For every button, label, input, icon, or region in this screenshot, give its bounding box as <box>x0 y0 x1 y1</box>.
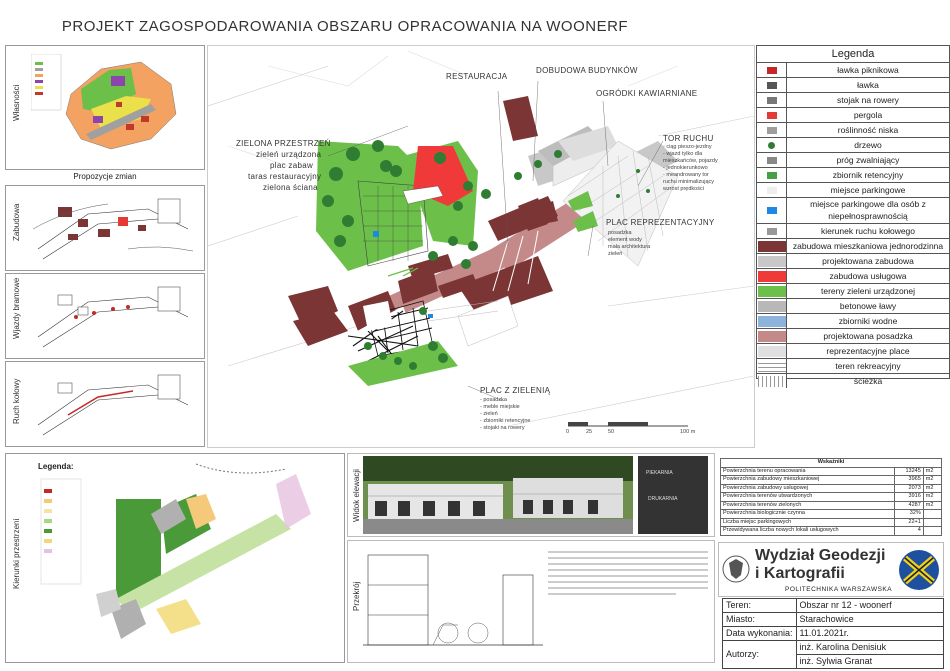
service-building-swatch-icon <box>757 269 787 283</box>
stats-value: 4 <box>894 527 923 536</box>
section-drawing <box>363 545 543 660</box>
disabled-parking-icon <box>757 198 787 223</box>
tor-item: - meandrowany tor <box>663 172 709 178</box>
stats-unit: m2 <box>923 493 941 502</box>
stats-value: 32% <box>894 510 923 519</box>
plac-rep-items <box>608 230 668 258</box>
bike-map <box>28 365 198 445</box>
storefront-photos <box>638 456 708 534</box>
legend-item <box>757 107 949 122</box>
legend-item-label: zabudowa usługowa <box>829 271 907 281</box>
stats-unit: m2 <box>923 484 941 493</box>
stats-value: 2073 <box>894 484 923 493</box>
plac-ziel-item: - zieleń <box>480 411 498 417</box>
legend-item <box>757 238 949 253</box>
traffic-map <box>28 277 198 357</box>
legend-item-label: reprezentacyjne place <box>826 346 910 356</box>
space-label: Kierunki przestrzeni <box>12 518 21 589</box>
legend-item <box>757 253 949 268</box>
stats-value: 3965 <box>894 476 923 485</box>
elevation-panel <box>347 453 715 537</box>
legend-item <box>757 223 949 238</box>
stats-row <box>721 510 942 519</box>
legend-item <box>757 77 949 92</box>
zielona-item: zieleń urządzona <box>256 150 322 159</box>
legend-item <box>757 283 949 298</box>
section-panel <box>347 540 715 663</box>
stats-row <box>721 484 942 493</box>
tree-icon <box>757 138 787 152</box>
stats-row <box>721 467 942 476</box>
stats-name: Powierzchnia zabudowy usługowej <box>721 484 895 493</box>
legend-item <box>757 167 949 182</box>
plac-rep-item: zieleń <box>608 251 623 257</box>
university-name: POLITECHNIKA WARSZAWSKA <box>785 586 893 593</box>
zielona-item: plac zabaw <box>270 161 314 170</box>
legend-item-label: miejsce parkingowe <box>830 185 906 195</box>
legend-item-label: roślinność niska <box>837 125 899 135</box>
legend-item <box>757 328 949 343</box>
plac-ziel-item: - zbiorniki retencyjne <box>480 418 531 424</box>
institution-line1: Wydział Geodezji <box>755 547 886 564</box>
scale-25: 25 <box>586 429 593 435</box>
paving-swatch-icon <box>757 329 787 343</box>
scale-100: 100 m <box>680 429 696 435</box>
data-value: 11.01.2021r. <box>796 627 943 641</box>
parking-icon <box>757 183 787 197</box>
legend-item <box>757 122 949 137</box>
legend-item <box>757 298 949 313</box>
concrete-bench-swatch-icon <box>757 299 787 313</box>
description-text <box>548 547 708 599</box>
legend-item-label: drzewo <box>854 140 882 150</box>
space-legend-title: Legenda: <box>38 462 74 471</box>
label-ogrodki: OGRÓDKI KAWIARNIANE <box>596 89 698 98</box>
main-site-plan <box>207 45 755 448</box>
legend-item-label: miejsce parkingowe dla osób z niepełnosprawnością <box>810 199 926 221</box>
scale-50: 50 <box>608 429 615 435</box>
stats-row <box>721 476 942 485</box>
stats-unit <box>923 510 941 519</box>
stats-unit: m2 <box>923 467 941 476</box>
projected-building-swatch-icon <box>757 254 787 268</box>
elevation-label: Widok elewacji <box>352 469 361 522</box>
label-dobudowa: DOBUDOWA BUDYNKÓW <box>536 66 638 75</box>
tor-item: - jednokierunkowo <box>663 165 708 171</box>
info-table <box>722 598 944 669</box>
legend-item-label: próg zwalniający <box>836 155 900 165</box>
bike-rack-icon <box>757 93 787 107</box>
stats-row <box>721 518 942 527</box>
autorzy-label: Autorzy: <box>723 641 797 669</box>
plac-ziel-item: - meble miejskie <box>480 404 520 410</box>
faculty-logo-icon <box>897 548 941 592</box>
plac-rep-item: mała architektura <box>608 244 651 250</box>
legend-item <box>757 92 949 107</box>
legend-item <box>757 373 949 388</box>
stats-name: Przewidywana liczba nowych lokali usługowych <box>721 527 895 536</box>
legend-item-label: zabudowa mieszkaniowa jednorodzinna <box>792 241 944 251</box>
stats-row <box>721 493 942 502</box>
tor-item: mieszkańców, pojazdy <box>663 158 718 164</box>
zielona-item: taras restauracyjny <box>248 172 322 181</box>
water-swatch-icon <box>757 314 787 328</box>
stats-name: Powierzchnia terenu opracowania <box>721 467 895 476</box>
legend-panel <box>756 45 950 386</box>
stats-value: 13245 <box>894 467 923 476</box>
speed-bump-icon <box>757 153 787 167</box>
stats-unit: m2 <box>923 501 941 510</box>
tor-item: wzrost prędkości <box>663 186 704 192</box>
bike-panel <box>5 361 205 447</box>
legend-item <box>757 197 949 223</box>
recreation-swatch-icon <box>757 359 787 373</box>
author-2: inż. Sylwia Granat <box>796 655 943 669</box>
stats-value: 3916 <box>894 493 923 502</box>
legend-item <box>757 62 949 77</box>
legend-item-label: projektowana posadzka <box>823 331 913 341</box>
picnic-bench-icon <box>757 63 787 77</box>
legend-item-label: zbiorniki wodne <box>838 316 898 326</box>
buildings-map <box>28 189 198 269</box>
stats-name: Powierzchnia terenów zielonych <box>721 501 895 510</box>
legend-item <box>757 343 949 358</box>
tor-item: - wjazd tylko dla <box>663 151 703 157</box>
plac-rep-item: posadzka <box>608 230 632 236</box>
legend-item <box>757 182 949 197</box>
eagle-emblem-icon <box>722 549 750 589</box>
plac-ziel-items <box>480 397 560 432</box>
ownership-panel <box>5 45 205 170</box>
bakery-sign: PIEKARNIA <box>646 470 673 476</box>
tor-item: ruchu minimalizujący <box>663 179 715 185</box>
label-plac-reprezentacyjny: PLAC REPREZENTACYJNY <box>606 218 715 227</box>
residential-swatch-icon <box>757 239 787 253</box>
legend-item-label: zbiornik retencyjny <box>832 170 904 180</box>
tor-ruchu-items <box>663 144 753 193</box>
legend-item <box>757 358 949 373</box>
legend-item-label: ścieżka <box>853 376 883 386</box>
traffic-direction-icon <box>757 224 787 238</box>
teren-label: Teren: <box>723 599 797 613</box>
label-tor-ruchu: TOR RUCHU <box>663 134 714 143</box>
stats-title: Wskaźniki <box>721 459 942 468</box>
legend-rows <box>757 62 949 388</box>
section-label: Przekrój <box>352 581 361 611</box>
miasto-value: Starachowice <box>796 613 943 627</box>
legend-item-label: ławka <box>857 80 879 90</box>
legend-item <box>757 268 949 283</box>
stats-name: Powierzchnia biologicznie czynna <box>721 510 895 519</box>
institution-block <box>718 542 944 597</box>
stats-table <box>720 458 942 536</box>
bench-icon <box>757 78 787 92</box>
label-restauracja: RESTAURACJA <box>446 72 508 81</box>
legend-item-label: teren rekreacyjny <box>835 361 901 371</box>
plac-rep-item: element wody <box>608 237 642 243</box>
pergola-icon <box>757 108 787 122</box>
ownership-map <box>31 54 191 164</box>
label-zielona-przestrzen: ZIELONA PRZESTRZEŃ <box>236 139 331 148</box>
legend-title: Legenda <box>831 48 875 60</box>
legend-item <box>757 313 949 328</box>
author-1: inż. Karolina Denisiuk <box>796 641 943 655</box>
stats-name: Liczba miejsc parkingowych <box>721 518 895 527</box>
print-shop-sign: DRUKARNIA <box>648 496 678 502</box>
stats-value: 4287 <box>894 501 923 510</box>
scale-0: 0 <box>566 429 570 435</box>
stats-value: 22+1 <box>894 518 923 527</box>
elevation-render <box>363 456 633 534</box>
space-map <box>36 459 336 659</box>
buildings-label: Zabudowa <box>12 203 21 241</box>
green-area-swatch-icon <box>757 284 787 298</box>
legend-item-label: betonowe ławy <box>839 301 897 311</box>
stats-name: Powierzchnia terenów utwardzonych <box>721 493 895 502</box>
page-title: PROJEKT ZAGOSPODAROWANIA OBSZARU OPRACOWANIA NA WOONERF <box>61 18 629 35</box>
plac-ziel-item: - posadzka <box>480 397 507 403</box>
zielona-item: zielona ściana <box>263 183 318 192</box>
buildings-panel <box>5 185 205 271</box>
traffic-label: Wjazdy bramowe <box>12 277 21 339</box>
space-panel <box>5 453 345 663</box>
path-swatch-icon <box>757 374 787 388</box>
bike-label: Ruch kołowy <box>12 378 21 424</box>
plaza-swatch-icon <box>757 344 787 358</box>
traffic-panel <box>5 273 205 359</box>
proposals-title: Propozycje zmian <box>73 172 137 181</box>
retention-tank-icon <box>757 168 787 182</box>
miasto-label: Miasto: <box>723 613 797 627</box>
legend-item-label: kierunek ruchu kołowego <box>820 226 916 236</box>
stats-name: Powierzchnia zabudowy mieszkaniowej <box>721 476 895 485</box>
legend-item-label: projektowana zabudowa <box>822 256 914 266</box>
stats-row <box>721 501 942 510</box>
tor-item: - ciąg pieszo-jezdny <box>663 144 712 150</box>
institution-line2: i Kartografii <box>755 565 845 582</box>
data-label: Data wykonania: <box>723 627 797 641</box>
stats-unit: m2 <box>923 476 941 485</box>
legend-item-label: ławka piknikowa <box>837 65 899 75</box>
label-plac-z-zielenia: PLAC Z ZIELENIĄ <box>480 386 551 395</box>
teren-value: Obszar nr 12 - woonerf <box>796 599 943 613</box>
stats-unit <box>923 518 941 527</box>
stats-unit <box>923 527 941 536</box>
legend-item <box>757 137 949 152</box>
legend-item <box>757 152 949 167</box>
stats-row <box>721 527 942 536</box>
low-plants-icon <box>757 123 787 137</box>
legend-item-label: tereny zieleni urządzonej <box>820 286 916 296</box>
ownership-label: Własności <box>12 84 21 121</box>
plac-ziel-item: - stojaki na rowery <box>480 425 525 431</box>
legend-item-label: pergola <box>853 110 883 120</box>
legend-item-label: stojak na rowery <box>837 95 899 105</box>
